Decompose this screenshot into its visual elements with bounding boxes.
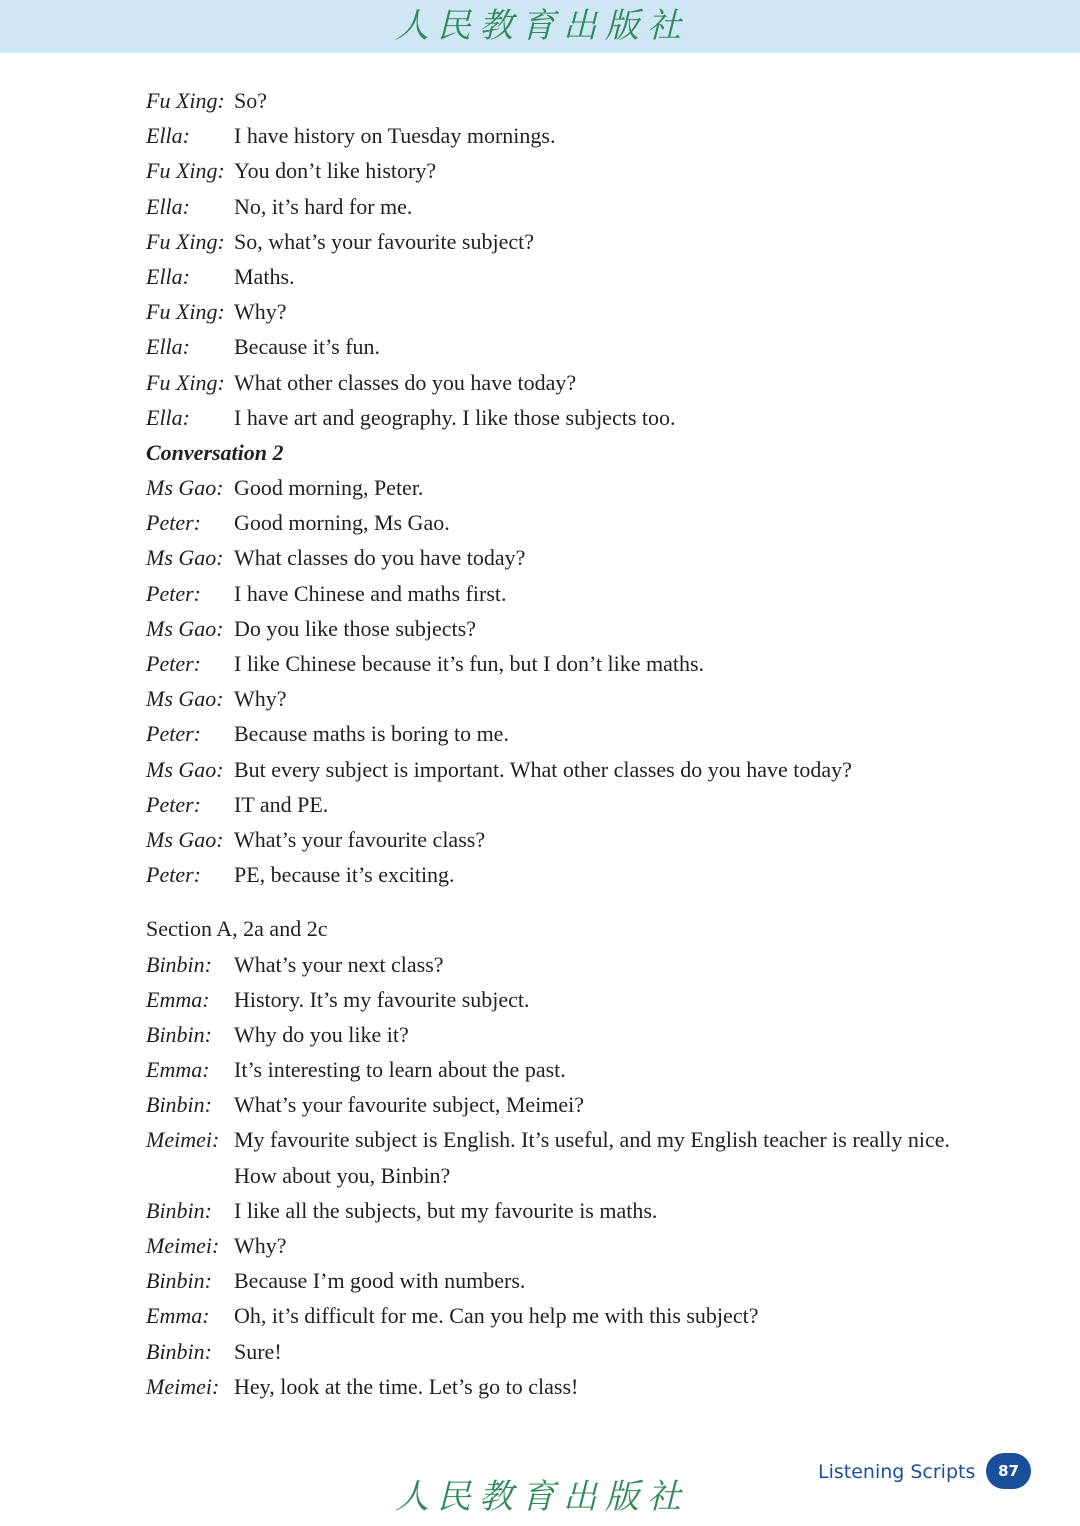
- dialogue-line: [146, 822, 1026, 857]
- speaker-label: Fu Xing:: [146, 228, 225, 254]
- dialogue-line: [146, 400, 1026, 435]
- section-label: Listening Scripts: [818, 1461, 976, 1483]
- section-a: [146, 911, 1026, 1404]
- dialogue-line: [146, 1017, 1026, 1052]
- speaker-label: Ms Gao:: [146, 475, 224, 501]
- dialogue-line: [146, 752, 1026, 787]
- utterance: What’s your favourite subject, Meimei?: [234, 1092, 585, 1118]
- utterance: Good morning, Ms Gao.: [234, 510, 450, 536]
- publisher-logo: 人民教育出版社: [395, 6, 689, 46]
- dialogue-line: [146, 982, 1026, 1017]
- utterance: How about you, Binbin?: [234, 1162, 451, 1188]
- dialogue-line: [146, 329, 1026, 364]
- speaker-label: Meimei:: [146, 1373, 220, 1399]
- speaker-label: Meimei:: [146, 1233, 220, 1258]
- utterance: Because it’s fun.: [234, 334, 381, 360]
- dialogue-line: [146, 1193, 1026, 1228]
- utterance: What classes do you have today?: [234, 545, 526, 571]
- section-gap: [146, 892, 1026, 911]
- dialogue-line: [146, 1087, 1026, 1122]
- dialogue-line: [146, 294, 1026, 329]
- utterance: Maths.: [234, 263, 295, 289]
- dialogue-line: [146, 646, 1026, 681]
- utterance: Do you like those subjects?: [234, 615, 476, 641]
- speaker-label: Ella:: [146, 123, 190, 149]
- speaker-label: Ella:: [146, 193, 190, 219]
- utterance: I have art and geography. I like those subjects too.: [234, 404, 676, 430]
- speaker-label: Fu Xing:: [146, 88, 225, 113]
- dialogue-line: [146, 540, 1026, 575]
- dialogue-line: [146, 224, 1026, 259]
- utterance: Why do you like it?: [234, 1021, 409, 1047]
- dialogue-line: [146, 857, 1026, 892]
- utterance: IT and PE.: [234, 791, 329, 817]
- utterance: Why?: [234, 1233, 287, 1258]
- dialogue-line: [146, 681, 1026, 716]
- utterance: No, it’s hard for me.: [234, 193, 413, 219]
- script-content: [146, 83, 1026, 1404]
- speaker-label: Emma:: [146, 1303, 210, 1329]
- utterance: I like all the subjects, but my favourite is maths.: [234, 1197, 658, 1223]
- dialogue-line: [146, 470, 1026, 505]
- page-number-badge: 87: [986, 1453, 1031, 1489]
- dialogue-line: [146, 505, 1026, 540]
- utterance: My favourite subject is English. It’s useful, and my English teacher is really nice.: [234, 1127, 951, 1153]
- utterance: Because maths is boring to me.: [234, 721, 509, 747]
- dialogue-line: [146, 1122, 1026, 1157]
- dialogue-line: [146, 153, 1026, 188]
- utterance: What other classes do you have today?: [234, 369, 577, 395]
- dialogue-line: [146, 1228, 1026, 1263]
- speaker-label: Ms Gao:: [146, 686, 224, 712]
- dialogue-line: [146, 189, 1026, 224]
- section-heading: Section A, 2a and 2c: [146, 916, 328, 942]
- utterance: PE, because it’s exciting.: [234, 862, 455, 888]
- dialogue-line: [146, 365, 1026, 400]
- utterance: Oh, it’s difficult for me. Can you help me with this subject?: [234, 1303, 759, 1329]
- speaker-label: Ms Gao:: [146, 615, 224, 641]
- speaker-label: Peter:: [146, 791, 201, 817]
- utterance: So, what’s your favourite subject?: [234, 228, 534, 254]
- dialogue-line: [146, 1263, 1026, 1298]
- dialogue-line-continuation: [146, 1158, 1026, 1193]
- utterance: I have Chinese and maths first.: [234, 580, 507, 606]
- speaker-label: Ms Gao:: [146, 545, 224, 571]
- conversation-2: [146, 435, 1026, 892]
- speaker-label: Ms Gao:: [146, 826, 224, 852]
- utterance: What’s your favourite class?: [234, 826, 486, 852]
- dialogue-line: [146, 83, 1026, 118]
- dialogue-line: [146, 259, 1026, 294]
- speaker-label: Emma:: [146, 1057, 210, 1083]
- dialogue-line: [146, 576, 1026, 611]
- speaker-label: Binbin:: [146, 951, 212, 977]
- utterance: What’s your next class?: [234, 951, 444, 977]
- dialogue-line: [146, 1298, 1026, 1333]
- dialogue-line: [146, 1052, 1026, 1087]
- conversation-1: [146, 83, 1026, 435]
- utterance: Good morning, Peter.: [234, 475, 424, 501]
- header-band: [0, 0, 1080, 53]
- speaker-label: Binbin:: [146, 1021, 212, 1047]
- utterance: So?: [234, 88, 267, 113]
- utterance: Hey, look at the time. Let’s go to class!: [234, 1373, 579, 1399]
- speaker-label: Fu Xing:: [146, 299, 225, 325]
- utterance: Why?: [234, 686, 287, 712]
- utterance: It’s interesting to learn about the past.: [234, 1057, 566, 1083]
- speaker-label: Ella:: [146, 263, 190, 289]
- speaker-label: Fu Xing:: [146, 158, 225, 184]
- speaker-label: Fu Xing:: [146, 369, 225, 395]
- dialogue-line: [146, 1369, 1026, 1404]
- speaker-label: Ella:: [146, 404, 190, 430]
- speaker-label: Binbin:: [146, 1268, 212, 1294]
- dialogue-line: [146, 611, 1026, 646]
- utterance: History. It’s my favourite subject.: [234, 986, 530, 1012]
- speaker-label: Ms Gao:: [146, 756, 224, 782]
- utterance: But every subject is important. What other classes do you have today?: [234, 756, 852, 782]
- utterance: I like Chinese because it’s fun, but I don’t like maths.: [234, 651, 705, 676]
- utterance: I have history on Tuesday mornings.: [234, 123, 556, 149]
- dialogue-line: [146, 947, 1026, 982]
- speaker-label: Ella:: [146, 334, 190, 360]
- dialogue-line: [146, 716, 1026, 751]
- utterance: Why?: [234, 299, 287, 325]
- speaker-label: Binbin:: [146, 1197, 212, 1223]
- speaker-label: Peter:: [146, 721, 201, 747]
- publisher-logo-footer: 人民教育出版社: [395, 1477, 689, 1517]
- dialogue-line: [146, 787, 1026, 822]
- dialogue-line: [146, 118, 1026, 153]
- speaker-label: Peter:: [146, 580, 201, 606]
- utterance: Because I’m good with numbers.: [234, 1268, 526, 1294]
- speaker-label: Peter:: [146, 510, 201, 536]
- utterance: You don’t like history?: [234, 158, 437, 184]
- speaker-label: Meimei:: [146, 1127, 220, 1153]
- speaker-label: Peter:: [146, 862, 201, 888]
- dialogue-line: [146, 1334, 1026, 1369]
- speaker-label: Binbin:: [146, 1092, 212, 1118]
- speaker-label: Binbin:: [146, 1338, 212, 1364]
- conversation-heading: Conversation 2: [146, 439, 284, 465]
- speaker-label: Emma:: [146, 986, 210, 1012]
- speaker-label: Peter:: [146, 651, 201, 676]
- utterance: Sure!: [234, 1338, 282, 1364]
